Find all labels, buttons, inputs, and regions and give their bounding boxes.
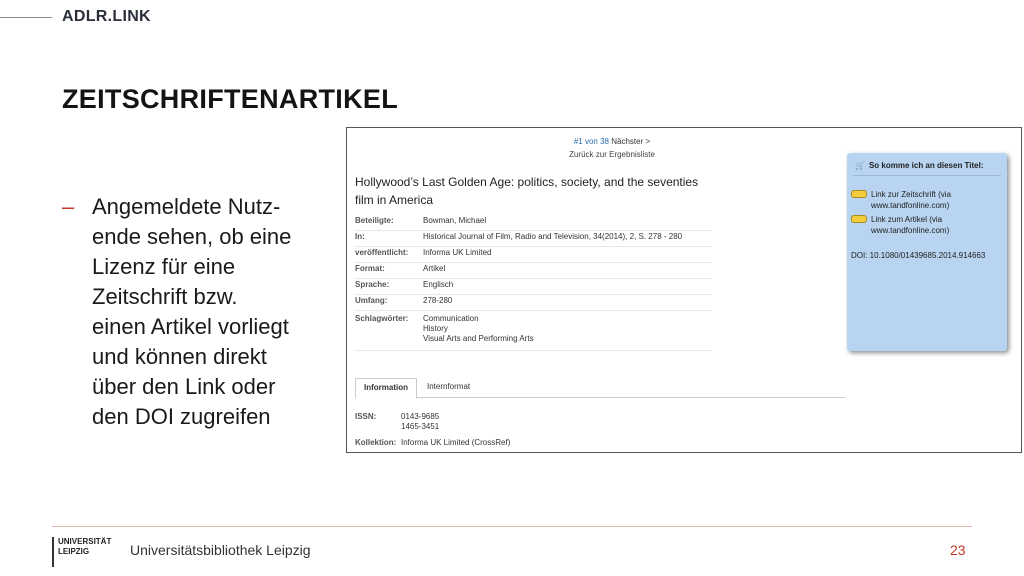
bullet-line: Lizenz für eine	[92, 254, 236, 279]
bullet-line: ende sehen, ob eine	[92, 224, 292, 249]
meta-value[interactable]: Bowman, Michael	[423, 216, 487, 225]
meta-value: Historical Journal of Film, Radio and Television, 34(2014), 2, S. 278 - 280	[423, 232, 683, 241]
meta-row-veroeffentlicht	[355, 246, 711, 263]
logo-line: UNIVERSITÄT	[58, 537, 112, 546]
top-rule	[0, 17, 52, 18]
meta-key: Umfang:	[355, 296, 388, 305]
toggle-icon	[851, 215, 867, 223]
journal-link-text[interactable]	[871, 189, 951, 211]
kollektion-row	[355, 436, 845, 448]
subject-link[interactable]: History	[423, 324, 448, 333]
meta-value: Informa UK Limited	[423, 248, 492, 257]
slide-title: ZEITSCHRIFTENARTIKEL	[62, 84, 398, 114]
toggle-icon	[851, 190, 867, 198]
issn-values	[401, 412, 439, 432]
bullet-line: den DOI zugreifen	[92, 404, 271, 429]
meta-row-beteiligte	[355, 214, 711, 231]
university-logo	[52, 537, 112, 567]
tab-internformat[interactable]: Internformat	[427, 382, 471, 391]
meta-row-sprache	[355, 278, 711, 295]
journal-link-line: www.tandfonline.com)	[871, 201, 950, 210]
meta-key: Schlagwörter:	[355, 314, 409, 323]
bullet-line: einen Artikel vorliegt	[92, 314, 289, 339]
meta-key: In:	[355, 232, 365, 241]
bullet-line: über den Link oder	[92, 374, 276, 399]
meta-value: 278-280	[423, 296, 453, 305]
doi-link[interactable]: DOI: 10.1080/01439685.2014.914663	[851, 251, 986, 260]
tab-information[interactable]: Information	[355, 378, 417, 399]
issn-value: 1465-3451	[401, 422, 440, 431]
article-link-line: www.tandfonline.com)	[871, 226, 950, 235]
article-link-line: Link zum Artikel (via	[871, 215, 943, 224]
meta-value-list	[423, 314, 534, 344]
access-box	[847, 153, 1007, 351]
detail-tabs	[355, 371, 845, 398]
meta-row-format	[355, 262, 711, 279]
record-position-link[interactable]: #1 von 38	[573, 137, 609, 146]
meta-row-umfang	[355, 294, 711, 311]
meta-key: Format:	[355, 264, 385, 273]
access-heading-text: So komme ich an diesen Titel:	[868, 161, 984, 170]
catalog-screenshot	[346, 127, 1022, 453]
page-number: 23	[950, 542, 966, 558]
footer-library-name: Universitätsbibliothek Leipzig	[130, 542, 311, 558]
next-record-link[interactable]: Nächster >	[611, 137, 651, 146]
meta-key: veröffentlicht:	[355, 248, 409, 257]
subject-link[interactable]: Communication	[423, 314, 479, 323]
meta-value: Artikel	[423, 264, 446, 273]
bullet-line: Angemeldete Nutz-	[92, 194, 281, 219]
footer-rule	[52, 526, 972, 527]
meta-value: Englisch	[423, 280, 454, 289]
meta-key: ISSN:	[355, 412, 377, 421]
record-title-line: film in America	[355, 193, 434, 207]
issn-row	[355, 410, 845, 432]
bullet-text	[92, 192, 332, 432]
record-navigation	[347, 137, 877, 146]
bullet-dash-icon: –	[62, 194, 75, 219]
article-link-text[interactable]	[871, 214, 949, 236]
meta-key: Kollektion:	[355, 438, 397, 447]
meta-row-in	[355, 230, 711, 247]
bullet-line: Zeitschrift bzw.	[92, 284, 238, 309]
meta-value: Informa UK Limited (CrossRef)	[401, 438, 511, 447]
journal-link-line: Link zur Zeitschrift (via	[871, 190, 952, 199]
record-title-line: Hollywood’s Last Golden Age: politics, society, and the seventies	[355, 175, 699, 189]
meta-key: Beteiligte:	[355, 216, 394, 225]
subject-link[interactable]: Visual Arts and Performing Arts	[423, 334, 534, 343]
meta-row-schlagwoerter	[355, 312, 711, 351]
site-label: ADLR.LINK	[62, 8, 151, 25]
access-heading	[855, 161, 984, 170]
issn-value: 0143-9685	[401, 412, 440, 421]
access-divider	[853, 175, 1001, 176]
cart-icon: 🛒	[855, 161, 865, 170]
record-title	[355, 173, 715, 209]
back-to-results-link[interactable]: Zurück zur Ergebnisliste	[569, 150, 655, 159]
logo-line: LEIPZIG	[58, 547, 90, 556]
meta-key: Sprache:	[355, 280, 390, 289]
bullet-line: und können direkt	[92, 344, 267, 369]
